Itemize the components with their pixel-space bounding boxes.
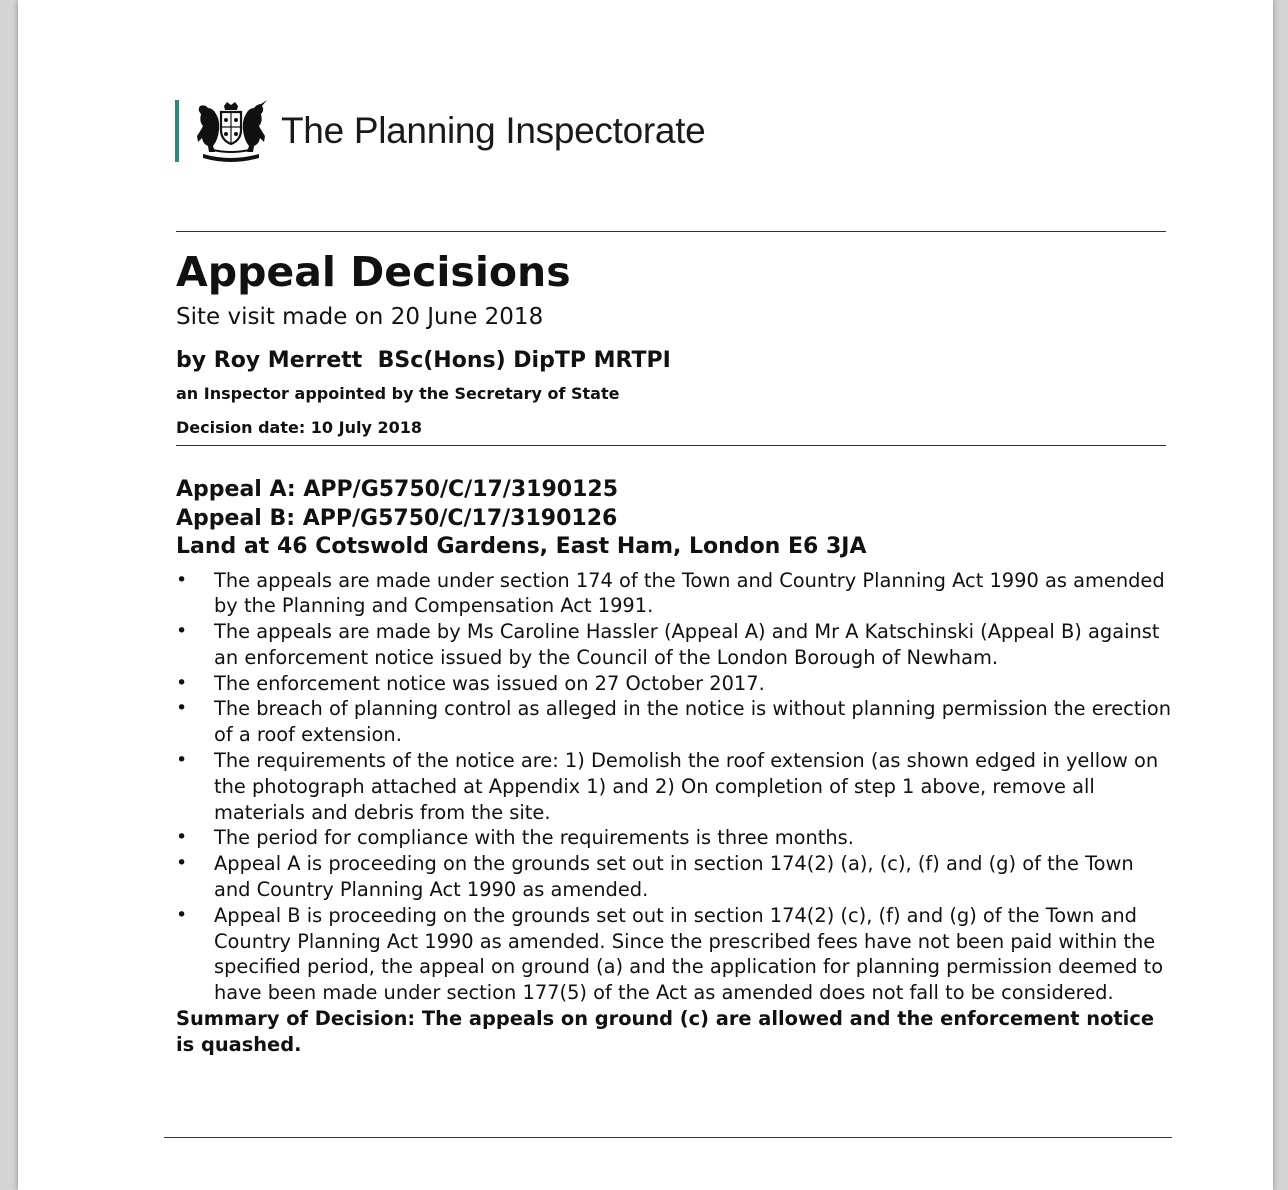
document-body bbox=[176, 246, 1176, 1058]
organisation-logo bbox=[175, 100, 705, 162]
list-item: • The appeals are made by Ms Caroline Hassler (Appeal A) and Mr A Katschinski (Appeal B) against an enforcement notice issued by the Council of the London Borough of Newham. bbox=[176, 620, 1160, 669]
bullet-icon: • bbox=[176, 749, 188, 772]
bullet-icon: • bbox=[176, 620, 188, 643]
header-divider bbox=[176, 231, 1166, 232]
inspector-name: by Roy Merrett BSc(Hons) DipTP MRTPI bbox=[176, 348, 671, 373]
logo-accent-bar bbox=[175, 100, 179, 162]
decision-date: Decision date: 10 July 2018 bbox=[176, 418, 422, 437]
appeal-a-reference: Appeal A: APP/G5750/C/17/3190125 bbox=[176, 477, 618, 502]
list-item: • The breach of planning control as alleged in the notice is without planning permission the erection of a roof extension. bbox=[176, 697, 1171, 747]
bullet-icon: • bbox=[176, 903, 188, 926]
land-address: Land at 46 Cotswold Gardens, East Ham, London E6 3JA bbox=[176, 534, 867, 559]
royal-coat-of-arms-icon bbox=[191, 100, 271, 162]
list-item: • Appeal B is proceeding on the grounds set out in section 174(2) (c), (f) and (g) of the Town and Country Planning Act 1990 as amended. Since the prescribed fees have not been paid within the specified period, the appeal on ground (a) and the application for planning permission deemed to have been made under section 177(5) of the Act as amended does not fall to be considered. bbox=[176, 903, 1164, 1005]
document-page bbox=[18, 0, 1273, 1190]
decision-summary: Summary of Decision: The appeals on ground (c) are allowed and the enforcement notice is quashed. bbox=[176, 1007, 1154, 1056]
bullet-icon: • bbox=[176, 568, 188, 591]
site-visit-date: Site visit made on 20 June 2018 bbox=[176, 304, 544, 330]
decision-date-divider bbox=[176, 445, 1166, 446]
list-item: • The period for compliance with the requirements is three months. bbox=[176, 826, 854, 850]
list-item: • The appeals are made under section 174 of the Town and Country Planning Act 1990 as amended by the Planning and Compensation Act 1991. bbox=[176, 568, 1165, 618]
list-item: • The requirements of the notice are: 1) Demolish the roof extension (as shown edged in yellow on the photograph attached at Appendix 1) and 2) On completion of step 1 above, remove all materials and debris from the site. bbox=[176, 749, 1159, 824]
appeal-details-list bbox=[176, 568, 1176, 1007]
document-title: Appeal Decisions bbox=[176, 248, 571, 296]
list-item: • Appeal A is proceeding on the grounds set out in section 174(2) (a), (c), (f) and (g) of the Town and Country Planning Act 1990 as amended. bbox=[176, 852, 1134, 902]
inspector-role: an Inspector appointed by the Secretary of State bbox=[176, 384, 620, 403]
bullet-icon: • bbox=[176, 671, 188, 694]
list-item: • The enforcement notice was issued on 27 October 2017. bbox=[176, 671, 765, 695]
appeal-references bbox=[176, 476, 1176, 562]
appeal-b-reference: Appeal B: APP/G5750/C/17/3190126 bbox=[176, 505, 618, 531]
summary-divider bbox=[164, 1137, 1172, 1138]
bullet-icon: • bbox=[176, 697, 188, 720]
bullet-icon: • bbox=[176, 852, 188, 875]
bullet-icon: • bbox=[176, 826, 188, 849]
organisation-name: The Planning Inspectorate bbox=[281, 110, 706, 151]
